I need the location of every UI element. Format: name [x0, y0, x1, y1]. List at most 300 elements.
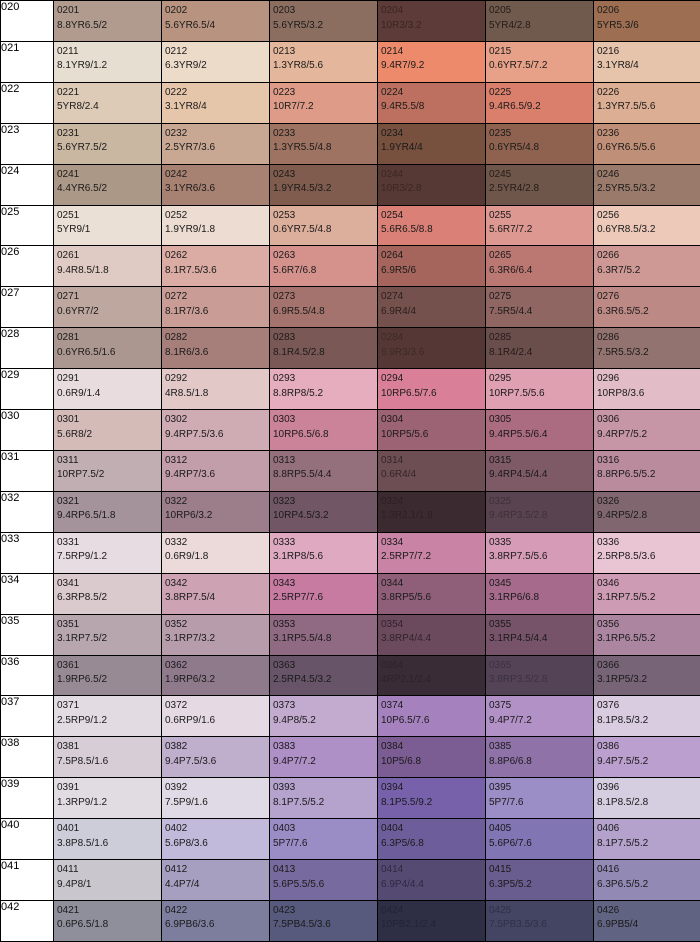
color-swatch-cell[interactable]	[378, 860, 486, 901]
table-row	[1, 287, 700, 328]
swatch-labels	[270, 42, 377, 74]
swatch-labels	[162, 574, 269, 606]
color-swatch-cell[interactable]	[378, 655, 486, 696]
color-swatch-cell[interactable]	[54, 655, 162, 696]
color-swatch-cell[interactable]	[270, 41, 378, 82]
color-swatch-cell[interactable]	[162, 1, 270, 42]
color-swatch-cell[interactable]	[594, 655, 700, 696]
color-swatch-cell[interactable]	[54, 1, 162, 42]
table-row	[1, 860, 700, 901]
color-swatch-cell[interactable]	[378, 573, 486, 614]
table-row	[1, 778, 700, 819]
swatch-munsell-notation: 9.4RP7/5.2	[597, 428, 648, 440]
swatch-code: 0426	[597, 904, 620, 916]
color-swatch-cell[interactable]	[270, 614, 378, 655]
swatch-labels	[162, 737, 269, 769]
swatch-munsell-notation: 7.5P8.5/1.6	[57, 755, 109, 767]
swatch-code: 0315	[489, 454, 512, 466]
swatch-code: 0201	[57, 5, 80, 16]
color-swatch-cell[interactable]	[270, 900, 378, 941]
swatch-code: 0371	[57, 700, 80, 712]
color-swatch-cell[interactable]	[486, 655, 594, 696]
color-swatch-cell[interactable]	[378, 491, 486, 532]
swatch-munsell-notation: 5YR9/1	[57, 224, 91, 236]
color-swatch-cell[interactable]	[270, 532, 378, 573]
color-swatch-cell[interactable]	[594, 287, 700, 328]
swatch-code: 0235	[489, 127, 512, 139]
swatch-munsell-notation: 3.8RP4/4.4	[381, 633, 432, 645]
color-swatch-cell[interactable]	[54, 819, 162, 860]
swatch-munsell-notation: 10RP6.5/6.8	[273, 428, 329, 440]
swatch-labels	[162, 615, 269, 647]
color-swatch-cell[interactable]	[270, 737, 378, 778]
swatch-labels	[378, 574, 485, 606]
color-swatch-cell[interactable]	[486, 532, 594, 573]
row-label: 027	[1, 287, 54, 328]
swatch-munsell-notation: 9.4RP7/3.6	[165, 469, 216, 481]
color-swatch-cell[interactable]	[594, 82, 700, 123]
color-swatch-cell[interactable]	[54, 860, 162, 901]
color-swatch-cell[interactable]	[270, 778, 378, 819]
swatch-munsell-notation: 3.8RP7.5/5.6	[489, 551, 548, 563]
color-swatch-cell[interactable]	[54, 573, 162, 614]
swatch-labels	[162, 369, 269, 401]
color-swatch-cell[interactable]	[594, 328, 700, 369]
color-swatch-cell[interactable]	[162, 123, 270, 164]
swatch-munsell-notation: 2.5RP8.5/3.6	[597, 551, 656, 563]
swatch-code: 0366	[597, 659, 620, 671]
color-swatch-cell[interactable]	[486, 205, 594, 246]
swatch-labels	[594, 737, 700, 769]
color-swatch-cell[interactable]	[486, 287, 594, 328]
swatch-labels	[162, 410, 269, 442]
swatch-code: 0386	[597, 741, 620, 753]
color-swatch-cell[interactable]	[594, 532, 700, 573]
color-swatch-cell[interactable]	[486, 41, 594, 82]
swatch-munsell-notation: 0.6R9/1.8	[165, 551, 209, 563]
color-swatch-cell[interactable]	[486, 696, 594, 737]
swatch-munsell-notation: 7.5P9/1.6	[165, 796, 208, 808]
swatch-labels	[54, 287, 161, 319]
swatch-labels	[54, 451, 161, 483]
swatch-code: 0384	[381, 741, 404, 753]
color-swatch-cell[interactable]	[378, 164, 486, 205]
color-swatch-cell[interactable]	[162, 164, 270, 205]
color-swatch-cell[interactable]	[54, 696, 162, 737]
color-swatch-cell[interactable]	[594, 369, 700, 410]
color-swatch-cell[interactable]	[54, 410, 162, 451]
color-swatch-cell[interactable]	[162, 410, 270, 451]
swatch-code: 0282	[165, 332, 188, 344]
color-swatch-cell[interactable]	[162, 41, 270, 82]
color-swatch-cell[interactable]	[378, 41, 486, 82]
color-swatch-cell[interactable]	[378, 328, 486, 369]
swatch-code: 0284	[381, 332, 404, 344]
swatch-labels	[378, 737, 485, 769]
swatch-labels	[270, 778, 377, 810]
swatch-munsell-notation: 8.1P8.5/2.8	[597, 796, 649, 808]
swatch-labels	[486, 328, 593, 360]
swatch-munsell-notation: 8.8P6/6.8	[489, 755, 532, 767]
table-row	[1, 328, 700, 369]
swatch-munsell-notation: 1.3YR7.5/5.6	[597, 101, 656, 113]
swatch-labels	[162, 246, 269, 278]
swatch-labels	[594, 246, 700, 278]
color-swatch-cell[interactable]	[54, 778, 162, 819]
table-row	[1, 164, 700, 205]
swatch-munsell-notation: 5.6YR5/3.2	[273, 19, 324, 31]
swatch-munsell-notation: 7.5PB3.5/3.6	[489, 919, 547, 931]
table-row	[1, 82, 700, 123]
swatch-code: 0276	[597, 291, 620, 303]
swatch-code: 0355	[489, 618, 512, 630]
swatch-munsell-notation: 5P7/7.6	[273, 837, 308, 849]
color-swatch-cell[interactable]	[378, 369, 486, 410]
swatch-code: 0253	[273, 209, 296, 221]
swatch-code: 0246	[597, 168, 620, 180]
color-swatch-cell[interactable]	[378, 82, 486, 123]
color-swatch-cell[interactable]	[378, 778, 486, 819]
color-swatch-cell[interactable]	[594, 900, 700, 941]
swatch-code: 0303	[273, 414, 296, 426]
swatch-munsell-notation: 5YR8/2.4	[57, 101, 99, 113]
color-swatch-cell[interactable]	[162, 82, 270, 123]
color-swatch-cell[interactable]	[378, 287, 486, 328]
swatch-labels	[486, 696, 593, 728]
row-label: 033	[1, 532, 54, 573]
color-swatch-cell[interactable]	[270, 819, 378, 860]
color-swatch-cell[interactable]	[594, 410, 700, 451]
color-swatch-cell[interactable]	[378, 450, 486, 491]
color-swatch-cell[interactable]	[486, 614, 594, 655]
swatch-munsell-notation: 10PB2.1/2.4	[381, 919, 437, 931]
swatch-labels	[378, 451, 485, 483]
swatch-code: 0381	[57, 741, 80, 753]
color-swatch-cell[interactable]	[486, 246, 594, 287]
color-swatch-cell[interactable]	[270, 164, 378, 205]
color-swatch-cell[interactable]	[594, 123, 700, 164]
swatch-labels	[486, 533, 593, 565]
swatch-munsell-notation: 4RP2.1/2.4	[381, 674, 432, 685]
swatch-munsell-notation: 8.1P8.5/3.2	[597, 714, 649, 726]
color-swatch-cell[interactable]	[54, 164, 162, 205]
color-swatch-cell[interactable]	[378, 737, 486, 778]
swatch-code: 0231	[57, 127, 80, 139]
swatch-munsell-notation: 0.6YR8.5/3.2	[597, 224, 656, 236]
swatch-labels	[594, 819, 700, 851]
swatch-munsell-notation: 1.9YR4.5/3.2	[273, 183, 332, 195]
swatch-code: 0324	[381, 495, 404, 507]
color-swatch-cell[interactable]	[270, 491, 378, 532]
color-swatch-cell[interactable]	[162, 287, 270, 328]
color-swatch-cell[interactable]	[594, 819, 700, 860]
color-swatch-cell[interactable]	[486, 450, 594, 491]
swatch-labels	[270, 124, 377, 156]
swatch-labels	[162, 901, 269, 933]
swatch-code: 0263	[273, 250, 296, 262]
swatch-labels	[378, 860, 485, 892]
swatch-code: 0336	[597, 536, 620, 548]
color-swatch-cell[interactable]	[270, 655, 378, 696]
color-swatch-cell[interactable]	[270, 369, 378, 410]
swatch-labels	[54, 124, 161, 156]
swatch-code: 0301	[57, 414, 80, 426]
swatch-code: 0265	[489, 250, 512, 262]
row-label: 031	[1, 450, 54, 491]
color-swatch-cell[interactable]	[486, 778, 594, 819]
color-swatch-cell[interactable]	[54, 532, 162, 573]
table-row	[1, 1, 700, 42]
swatch-labels	[594, 860, 700, 892]
swatch-munsell-notation: 0.6YR7.5/4.8	[273, 224, 332, 236]
swatch-munsell-notation: 6.3RP8.5/2	[57, 592, 108, 604]
color-swatch-cell[interactable]	[162, 450, 270, 491]
swatch-code: 0392	[165, 782, 188, 794]
color-swatch-cell[interactable]	[270, 860, 378, 901]
color-swatch-cell[interactable]	[594, 696, 700, 737]
swatch-munsell-notation: 9.4R8.5/1.8	[57, 264, 109, 276]
color-swatch-cell[interactable]	[54, 123, 162, 164]
color-swatch-cell[interactable]	[594, 491, 700, 532]
color-swatch-cell[interactable]	[270, 205, 378, 246]
color-swatch-cell[interactable]	[162, 614, 270, 655]
swatch-code: 0223	[273, 86, 296, 98]
swatch-code: 0343	[273, 577, 296, 589]
color-swatch-cell[interactable]	[378, 819, 486, 860]
swatch-code: 0382	[165, 741, 188, 753]
swatch-labels	[486, 656, 593, 688]
color-swatch-cell[interactable]	[162, 573, 270, 614]
swatch-labels	[270, 656, 377, 688]
color-swatch-cell[interactable]	[594, 41, 700, 82]
swatch-munsell-notation: 5.6P5.5/5.6	[273, 878, 325, 890]
row-label: 028	[1, 328, 54, 369]
color-swatch-cell[interactable]	[486, 410, 594, 451]
color-swatch-cell[interactable]	[594, 778, 700, 819]
color-swatch-cell[interactable]	[594, 1, 700, 42]
color-swatch-cell[interactable]	[162, 491, 270, 532]
swatch-code: 0354	[381, 618, 404, 630]
color-swatch-cell[interactable]	[54, 328, 162, 369]
color-swatch-cell[interactable]	[54, 369, 162, 410]
swatch-labels	[54, 206, 161, 238]
color-swatch-cell[interactable]	[486, 1, 594, 42]
color-swatch-cell[interactable]	[594, 573, 700, 614]
color-swatch-cell[interactable]	[54, 900, 162, 941]
swatch-code: 0334	[381, 536, 404, 548]
color-swatch-cell[interactable]	[162, 369, 270, 410]
swatch-munsell-notation: 2.5YR5.5/3.2	[597, 183, 656, 195]
swatch-munsell-notation: 7.5RP9/1.2	[57, 551, 108, 563]
color-swatch-cell[interactable]	[486, 860, 594, 901]
swatch-labels	[162, 778, 269, 810]
color-swatch-cell[interactable]	[594, 164, 700, 205]
color-swatch-cell[interactable]	[594, 246, 700, 287]
color-swatch-cell[interactable]	[594, 450, 700, 491]
color-swatch-cell[interactable]	[270, 1, 378, 42]
swatch-labels	[378, 42, 485, 74]
color-swatch-cell[interactable]	[378, 205, 486, 246]
color-swatch-cell[interactable]	[270, 450, 378, 491]
swatch-munsell-notation: 5.6P6/7.6	[489, 837, 532, 849]
color-swatch-cell[interactable]	[162, 655, 270, 696]
swatch-munsell-notation: 10RP7.5/5.6	[489, 387, 545, 399]
color-swatch-cell[interactable]	[378, 246, 486, 287]
color-swatch-cell[interactable]	[162, 246, 270, 287]
swatch-labels	[270, 860, 377, 892]
swatch-labels	[54, 42, 161, 74]
swatch-code: 0273	[273, 291, 296, 303]
swatch-labels	[594, 42, 700, 74]
color-swatch-cell[interactable]	[486, 819, 594, 860]
table-row	[1, 205, 700, 246]
swatch-labels	[162, 42, 269, 74]
swatch-munsell-notation: 8.1R7/3.6	[165, 305, 209, 317]
color-swatch-cell[interactable]	[270, 123, 378, 164]
swatch-munsell-notation: 1.9YR4/4	[381, 142, 423, 154]
swatch-munsell-notation: 3.1RP6/6.8	[489, 592, 540, 604]
swatch-labels	[162, 165, 269, 197]
color-swatch-cell[interactable]	[486, 164, 594, 205]
color-swatch-cell[interactable]	[162, 737, 270, 778]
swatch-code: 0236	[597, 127, 620, 139]
swatch-code: 0215	[489, 45, 512, 57]
swatch-munsell-notation: 1.9YR9/1.8	[165, 224, 216, 236]
swatch-code: 0364	[381, 659, 404, 671]
swatch-labels	[486, 124, 593, 156]
swatch-code: 0402	[165, 823, 188, 835]
color-swatch-cell[interactable]	[486, 573, 594, 614]
color-swatch-cell[interactable]	[378, 1, 486, 42]
color-swatch-cell[interactable]	[594, 614, 700, 655]
swatch-code: 0385	[489, 741, 512, 753]
color-swatch-cell[interactable]	[270, 82, 378, 123]
swatch-munsell-notation: 6.3P6.5/5.2	[597, 878, 649, 890]
color-swatch-cell[interactable]	[486, 123, 594, 164]
swatch-munsell-notation: 9.4P7.5/3.6	[165, 755, 217, 767]
color-swatch-cell[interactable]	[54, 287, 162, 328]
swatch-munsell-notation: 5P7/7.6	[489, 796, 524, 808]
color-swatch-cell[interactable]	[378, 123, 486, 164]
color-swatch-cell[interactable]	[54, 491, 162, 532]
swatch-labels	[594, 533, 700, 565]
swatch-munsell-notation: 9.4R5.5/8	[381, 101, 425, 113]
swatch-code: 0332	[165, 536, 188, 548]
color-swatch-cell[interactable]	[486, 491, 594, 532]
color-swatch-cell[interactable]	[486, 737, 594, 778]
swatch-munsell-notation: 2.5RP4.5/3.2	[273, 674, 332, 685]
color-swatch-cell[interactable]	[378, 410, 486, 451]
swatch-munsell-notation: 0.6YR6.5/5.6	[597, 142, 656, 154]
swatch-code: 0415	[489, 864, 512, 876]
swatch-labels	[162, 819, 269, 851]
color-swatch-cell[interactable]	[54, 246, 162, 287]
swatch-labels	[270, 206, 377, 238]
color-swatch-cell[interactable]	[486, 328, 594, 369]
swatch-code: 0213	[273, 45, 296, 57]
color-swatch-cell[interactable]	[486, 82, 594, 123]
swatch-munsell-notation: 0.6R4/4	[381, 469, 417, 481]
swatch-labels	[486, 410, 593, 442]
swatch-labels	[54, 165, 161, 197]
color-swatch-cell[interactable]	[270, 696, 378, 737]
swatch-code: 0375	[489, 700, 512, 712]
swatch-munsell-notation: 5.6YR7.5/2	[57, 142, 108, 154]
swatch-code: 0311	[57, 454, 79, 466]
color-swatch-cell[interactable]	[54, 41, 162, 82]
color-swatch-cell[interactable]	[162, 328, 270, 369]
swatch-munsell-notation: 10RP7.5/2	[57, 469, 105, 481]
color-swatch-cell[interactable]	[378, 532, 486, 573]
swatch-labels	[486, 778, 593, 810]
swatch-munsell-notation: 2.5RP7/7.2	[381, 551, 432, 563]
row-label: 026	[1, 246, 54, 287]
swatch-labels	[486, 737, 593, 769]
swatch-code: 0203	[273, 5, 296, 16]
color-swatch-cell[interactable]	[594, 205, 700, 246]
color-swatch-cell[interactable]	[270, 246, 378, 287]
color-swatch-cell[interactable]	[54, 614, 162, 655]
color-swatch-cell[interactable]	[486, 900, 594, 941]
color-swatch-cell[interactable]	[594, 860, 700, 901]
swatch-code: 0211	[57, 45, 79, 57]
color-swatch-cell[interactable]	[162, 819, 270, 860]
color-swatch-cell[interactable]	[270, 573, 378, 614]
swatch-munsell-notation: 0.6P6.5/1.8	[57, 919, 109, 931]
table-row	[1, 819, 700, 860]
color-swatch-cell[interactable]	[54, 450, 162, 491]
swatch-labels	[378, 656, 485, 688]
swatch-code: 0294	[381, 373, 404, 385]
color-swatch-cell[interactable]	[270, 410, 378, 451]
color-swatch-cell[interactable]	[486, 369, 594, 410]
color-swatch-cell[interactable]	[270, 287, 378, 328]
swatch-code: 0295	[489, 373, 512, 385]
color-swatch-cell[interactable]	[162, 860, 270, 901]
color-swatch-cell[interactable]	[162, 532, 270, 573]
color-swatch-cell[interactable]	[54, 737, 162, 778]
color-swatch-cell[interactable]	[162, 205, 270, 246]
color-swatch-cell[interactable]	[378, 900, 486, 941]
swatch-labels	[270, 246, 377, 278]
swatch-labels	[162, 696, 269, 728]
swatch-labels	[270, 533, 377, 565]
color-swatch-cell[interactable]	[270, 328, 378, 369]
swatch-labels	[378, 124, 485, 156]
color-swatch-cell[interactable]	[54, 82, 162, 123]
swatch-munsell-notation: 8.1YR9/1.2	[57, 60, 108, 72]
swatch-munsell-notation: 10R7/7.2	[273, 101, 314, 113]
swatch-labels	[162, 83, 269, 115]
color-swatch-cell[interactable]	[162, 696, 270, 737]
swatch-munsell-notation: 8.1R4.5/2.8	[273, 346, 325, 358]
swatch-munsell-notation: 5YR5.3/6	[597, 19, 639, 31]
color-swatch-cell[interactable]	[162, 900, 270, 941]
swatch-code: 0312	[165, 454, 188, 466]
color-swatch-cell[interactable]	[378, 614, 486, 655]
swatch-code: 0205	[489, 5, 512, 16]
swatch-munsell-notation: 5.6R7/7.2	[489, 224, 533, 236]
color-swatch-cell[interactable]	[594, 737, 700, 778]
swatch-labels	[270, 369, 377, 401]
swatch-code: 0252	[165, 209, 188, 221]
color-swatch-cell[interactable]	[162, 778, 270, 819]
swatch-munsell-notation: 2.5YR7/3.6	[165, 142, 216, 154]
color-swatch-cell[interactable]	[378, 696, 486, 737]
swatch-code: 0344	[381, 577, 404, 589]
color-swatch-cell[interactable]	[54, 205, 162, 246]
swatch-code: 0243	[273, 168, 296, 180]
